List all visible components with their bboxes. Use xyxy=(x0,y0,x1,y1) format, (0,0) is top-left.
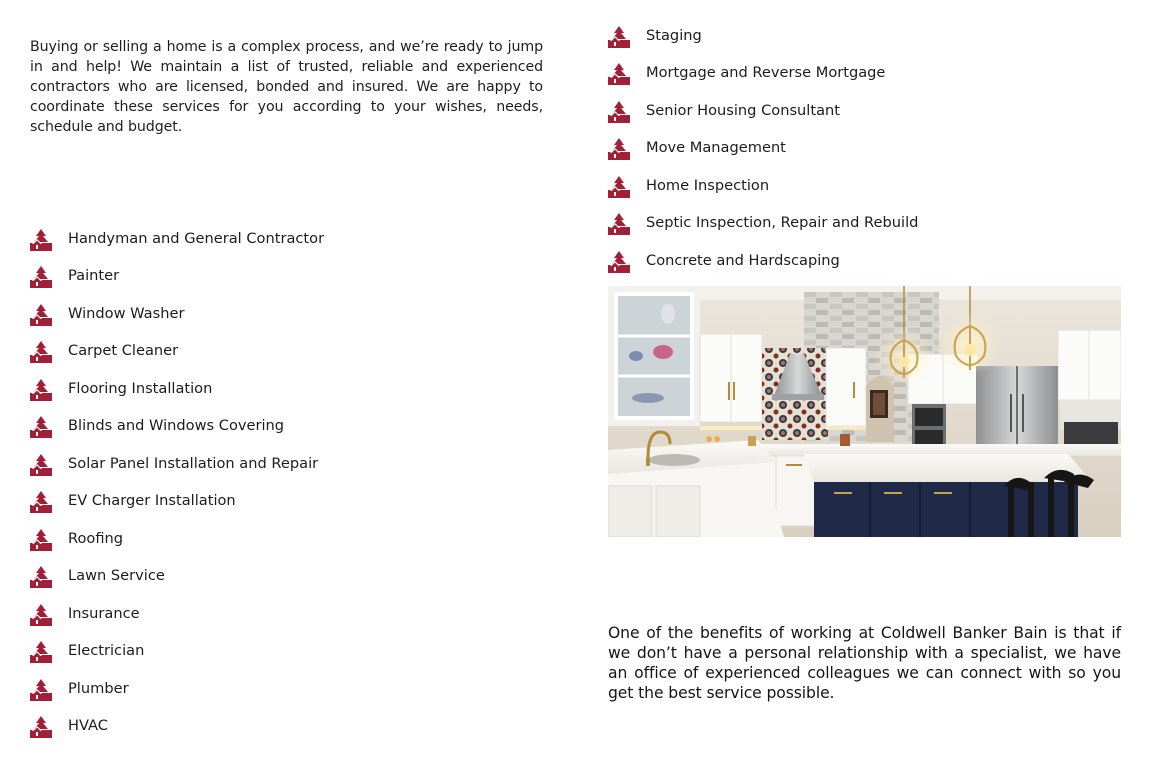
tree-house-bullet-icon xyxy=(30,266,52,288)
service-label: Flooring Installation xyxy=(68,379,213,397)
tree-house-bullet-icon xyxy=(30,679,52,701)
tree-house-bullet-icon xyxy=(30,454,52,476)
left-service-item xyxy=(30,372,570,410)
right-service-item xyxy=(608,132,1128,170)
tree-house-bullet-icon xyxy=(30,491,52,513)
left-service-item xyxy=(30,485,570,523)
closing-paragraph: One of the benefits of working at Coldwell Banker Bain is that if we don’t have a personal relationship with a specialist, we have an office of experienced colleagues we can connect with so you get the best service possible. xyxy=(608,624,1121,702)
service-label: Concrete and Hardscaping xyxy=(646,251,840,269)
tree-house-bullet-icon xyxy=(608,251,630,273)
service-label: Painter xyxy=(68,267,120,285)
service-label: Lawn Service xyxy=(68,567,165,585)
left-service-item xyxy=(30,410,570,448)
right-service-item xyxy=(608,19,1128,57)
tree-house-bullet-icon xyxy=(30,529,52,551)
service-label: Home Inspection xyxy=(646,176,770,194)
service-label: Electrician xyxy=(68,642,145,660)
service-label: EV Charger Installation xyxy=(68,492,236,510)
left-service-item xyxy=(30,447,570,485)
left-service-item xyxy=(30,597,570,635)
tree-house-bullet-icon xyxy=(30,379,52,401)
right-service-item xyxy=(608,244,1128,282)
tree-house-bullet-icon xyxy=(30,566,52,588)
tree-house-bullet-icon xyxy=(30,716,52,738)
service-label: Move Management xyxy=(646,139,786,157)
service-label: Carpet Cleaner xyxy=(68,342,179,360)
right-service-list xyxy=(608,19,1128,282)
tree-house-bullet-icon xyxy=(608,213,630,235)
right-service-item xyxy=(608,207,1128,245)
left-service-item xyxy=(30,672,570,710)
left-service-item xyxy=(30,297,570,335)
tree-house-bullet-icon xyxy=(608,176,630,198)
right-service-item xyxy=(608,57,1128,95)
tree-house-bullet-icon xyxy=(30,304,52,326)
service-label: HVAC xyxy=(68,717,108,735)
service-label: Plumber xyxy=(68,679,129,697)
left-service-item xyxy=(30,222,570,260)
tree-house-bullet-icon xyxy=(30,229,52,251)
service-label: Mortgage and Reverse Mortgage xyxy=(646,64,886,82)
service-label: Roofing xyxy=(68,529,124,547)
tree-house-bullet-icon xyxy=(608,101,630,123)
left-service-list xyxy=(30,222,570,747)
left-service-item xyxy=(30,635,570,673)
service-label: Septic Inspection, Repair and Rebuild xyxy=(646,214,919,232)
left-service-item xyxy=(30,710,570,748)
service-label: Insurance xyxy=(68,604,140,622)
service-label: Solar Panel Installation and Repair xyxy=(68,454,319,472)
service-label: Senior Housing Consultant xyxy=(646,101,840,119)
right-service-item xyxy=(608,94,1128,132)
tree-house-bullet-icon xyxy=(30,416,52,438)
tree-house-bullet-icon xyxy=(30,641,52,663)
service-label: Staging xyxy=(646,26,702,44)
left-service-item xyxy=(30,522,570,560)
service-label: Window Washer xyxy=(68,304,185,322)
service-label: Handyman and General Contractor xyxy=(68,229,325,247)
tree-house-bullet-icon xyxy=(608,138,630,160)
left-service-item xyxy=(30,260,570,298)
tree-house-bullet-icon xyxy=(30,341,52,363)
tree-house-bullet-icon xyxy=(30,604,52,626)
tree-house-bullet-icon xyxy=(608,63,630,85)
left-service-item xyxy=(30,335,570,373)
tree-house-bullet-icon xyxy=(608,26,630,48)
left-service-item xyxy=(30,560,570,598)
service-label: Blinds and Windows Covering xyxy=(68,417,285,435)
right-service-item xyxy=(608,169,1128,207)
intro-paragraph: Buying or selling a home is a complex process, and we’re ready to jump in and help! We maintain a list of trusted, reliable and experienced contractors who are licensed, bonded and insured. We are happy to coordinate these services for you according to your wishes, needs, schedule and budget. xyxy=(30,39,543,135)
kitchen-photo xyxy=(608,286,1121,537)
